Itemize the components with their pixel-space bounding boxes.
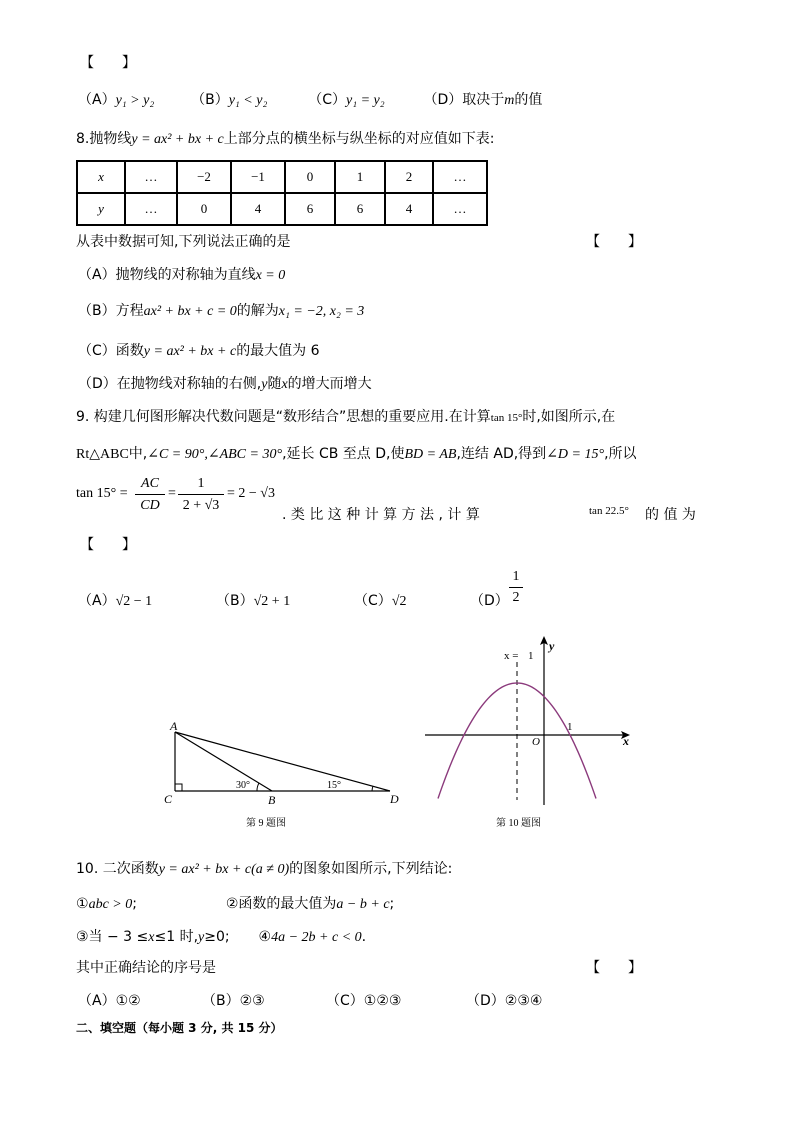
q8-prompt: 从表中数据可知,下列说法正确的是 (76, 234, 291, 250)
table-cell: … (433, 193, 487, 225)
table-row (77, 161, 487, 193)
fig9-right-angle-mark (175, 784, 182, 791)
q9-opt-a-math: √2 − 1 (115, 594, 153, 609)
q9-line3-tail: . 类 比 这 种 计 算 方 法 , 计 算 (282, 507, 480, 523)
q10-conclusions-row2 (76, 930, 366, 945)
q9-line2 (76, 447, 637, 462)
q9-line2-d: ,连结 AD,得到 (456, 446, 547, 462)
q8-opt-b-math2: x₁ = −2, x₂ = 3 (278, 304, 365, 319)
q10-c4-mark: ④ (258, 929, 272, 945)
q7-opt-b: y₁ < y₂ (228, 93, 268, 108)
table-cell: 6 (335, 193, 385, 225)
q8-opt-c-math: y = ax² + bx + c (143, 344, 237, 359)
fig9-label-d: D (390, 792, 399, 806)
q8-formula: y = ax² + bx + c (131, 132, 224, 147)
fig10-axis-x-label: x (623, 734, 629, 748)
q9-frac2-num: 1 (197, 476, 205, 491)
fig10-origin-label: O (532, 736, 540, 748)
section-2-heading: 二、填空题（每小题 3 分, 共 15 分） (76, 1021, 283, 1035)
q8-bracket: 【 】 (586, 234, 642, 250)
q10-c3: ③当 − 3 ≤ (76, 929, 149, 945)
fig9-side-ad (175, 732, 390, 791)
q8-opt-d-tail: 的增大而增大 (287, 376, 372, 392)
q8-opt-d-x: x (281, 377, 288, 392)
q7-opt-c: y₁ = y₂ (346, 93, 385, 108)
q8-stem1: 抛物线 (89, 131, 132, 147)
fig10-sym-value: 1 (528, 650, 534, 662)
fig9-triangle-diagram (160, 716, 410, 834)
q7-opt-a: y₁ > y₂ (115, 93, 155, 108)
fig10-parabola-diagram (420, 632, 640, 834)
fig9-caption: 第 9 题图 (246, 818, 286, 829)
table-cell: 0 (177, 193, 231, 225)
table-cell: 4 (385, 193, 433, 225)
q10-c3-end: ≥0; (204, 929, 230, 945)
q9-bd: BD = AB (404, 447, 457, 462)
table-cell: … (433, 161, 487, 193)
q9-opt-b-label: （B） (216, 593, 254, 609)
table-cell: −1 (231, 161, 285, 193)
q8-num: 8. (76, 131, 90, 147)
q8-value-table (76, 160, 488, 226)
table-row (77, 193, 487, 225)
q8-stem (76, 132, 494, 147)
q8-opt-a (78, 268, 285, 283)
table-cell: 2 (385, 161, 433, 193)
q10-c2: ②函数的最大值为 (225, 896, 337, 912)
table-cell: … (125, 193, 177, 225)
fig9-arc-30 (257, 783, 259, 791)
fig10-tick-1: 1 (567, 721, 573, 733)
q10-stem2: 的图象如图所示,下列结论: (289, 861, 453, 877)
q7-opt-c-label: （C） (308, 92, 346, 108)
q10-c3-tail: ≤1 时, (154, 929, 199, 945)
q10-prompt: 其中正确结论的序号是 (76, 960, 216, 976)
q10-c3-y: y (198, 930, 205, 945)
q10-opt-d: （D）②③④ (466, 993, 543, 1009)
q8-stem2: 上部分点的横坐标与纵坐标的对应值如下表: (223, 131, 495, 147)
q9-opt-c (354, 594, 406, 609)
q9-angles: ∠C = 90°,∠ABC = 30° (147, 447, 283, 462)
q8-opt-c-tail: 的最大值为 6 (236, 343, 320, 359)
q9-opt-d-den: 2 (512, 590, 520, 605)
q9-eq-mid: = (168, 486, 176, 501)
fig9-angle-15: 15° (327, 780, 341, 791)
q9-frac2-den: 2 + √3 (182, 498, 220, 513)
q9-line3-end: 的 值 为 (645, 507, 696, 523)
q9-opt-c-label: （C） (354, 593, 392, 609)
q8-opt-b-text: （B）方程 (78, 303, 144, 319)
q10-stem (76, 862, 452, 877)
fig10-caption: 第 10 题图 (496, 818, 541, 829)
table-cell: −2 (177, 161, 231, 193)
q8-opt-b-math: ax² + bx + c = 0 (143, 304, 237, 319)
q9-opt-c-math: √2 (391, 594, 407, 609)
q8-opt-d (78, 377, 372, 392)
q10-opt-a: （A）①② (78, 993, 141, 1009)
q8-opt-d-mid: 随 (267, 376, 282, 392)
fig9-label-c: C (164, 792, 173, 806)
q9-opt-b (216, 594, 290, 609)
table-cell: y (77, 193, 125, 225)
q9-frac1-bar (135, 494, 165, 495)
q10-stem1: 10. 二次函数 (76, 861, 159, 877)
fig9-side-ab (175, 732, 272, 791)
q10-c2-math: a − b + c (336, 897, 390, 912)
table-cell: … (125, 161, 177, 193)
q10-c1-mark: ① (76, 896, 89, 912)
q10-c4: 4a − 2b + c < 0 (271, 930, 362, 945)
q10-formula: y = ax² + bx + c(a ≠ 0) (158, 862, 290, 877)
table-cell: 1 (335, 161, 385, 193)
q9-rt-abc: Rt△ABC (76, 447, 129, 462)
q10-c2-end: ; (389, 896, 395, 912)
q9-frac2-bar (178, 494, 224, 495)
q9-opt-d-bar (509, 587, 523, 588)
q8-opt-a-text: （A）抛物线的对称轴为直线 (78, 267, 256, 283)
table-cell: x (77, 161, 125, 193)
q8-opt-a-math: x = 0 (255, 268, 286, 283)
q8-opt-d-text: （D）在抛物线对称轴的右侧, (78, 376, 262, 392)
q7-opt-a-label: （A） (78, 92, 116, 108)
q9-line1-text: 9. 构建几何图形解决代数问题是“数形结合”思想的重要应用.在计算 (76, 409, 491, 425)
q9-opt-a (78, 594, 152, 609)
q7-opt-d-var: m (504, 93, 515, 108)
fig9-angle-30: 30° (236, 780, 250, 791)
q10-opt-b: （B）②③ (202, 993, 265, 1009)
q7-opt-b-label: （B） (191, 92, 229, 108)
q10-c3-x: x (148, 930, 155, 945)
q9-opt-b-math: √2 + 1 (253, 594, 291, 609)
q9-tan15: tan 15° (490, 412, 523, 424)
q10-bracket: 【 】 (586, 960, 642, 976)
q9-line2-b: 中, (128, 446, 148, 462)
q10-c4-end: . (361, 929, 367, 945)
fig9-label-a: A (170, 719, 178, 733)
q9-line2-c: ,延长 CB 至点 D,使 (282, 446, 405, 462)
fig10-axis-y-label: y (549, 639, 555, 653)
q9-tan225: tan 22.5° (589, 505, 629, 517)
q10-opt-c: （C）①②③ (326, 993, 402, 1009)
q8-opt-b-mid: 的解为 (236, 303, 279, 319)
q9-line2-e: ,所以 (604, 446, 637, 462)
fig10-sym-label: x = (504, 650, 519, 662)
q9-opt-d-label: （D） (470, 593, 509, 609)
q9-frac1-num: AC (141, 476, 159, 491)
q9-line1 (76, 410, 615, 424)
q7-opt-d-tail: 的值 (514, 92, 543, 108)
table-cell: 0 (285, 161, 335, 193)
fig9-arc-15 (372, 786, 373, 791)
q7-bracket: 【 】 (80, 55, 136, 71)
q8-opt-c (78, 344, 320, 359)
table-cell: 6 (285, 193, 335, 225)
q9-eq-rhs: = 2 − √3 (227, 486, 275, 501)
q7-opt-d-label: （D）取决于 (423, 92, 505, 108)
q9-opt-a-label: （A） (78, 593, 116, 609)
q10-c1-end: ; (132, 896, 137, 912)
q8-opt-d-y: y (261, 377, 268, 392)
q9-line1-tail: 时,如图所示,在 (522, 409, 616, 425)
fig9-label-b: B (268, 793, 276, 807)
q9-frac1-den: CD (140, 498, 160, 513)
q10-c1: abc > 0 (88, 897, 133, 912)
q7-options (78, 93, 542, 108)
q9-angle-d: ∠D = 15° (546, 447, 605, 462)
q10-conclusions-row1 (76, 897, 394, 912)
q8-opt-b (78, 304, 364, 319)
q9-opt-d-num: 1 (512, 569, 520, 584)
q8-opt-c-text: （C）函数 (78, 343, 144, 359)
q9-bracket: 【 】 (80, 537, 136, 553)
q9-eq-lhs: tan 15° = (76, 486, 128, 501)
table-cell: 4 (231, 193, 285, 225)
